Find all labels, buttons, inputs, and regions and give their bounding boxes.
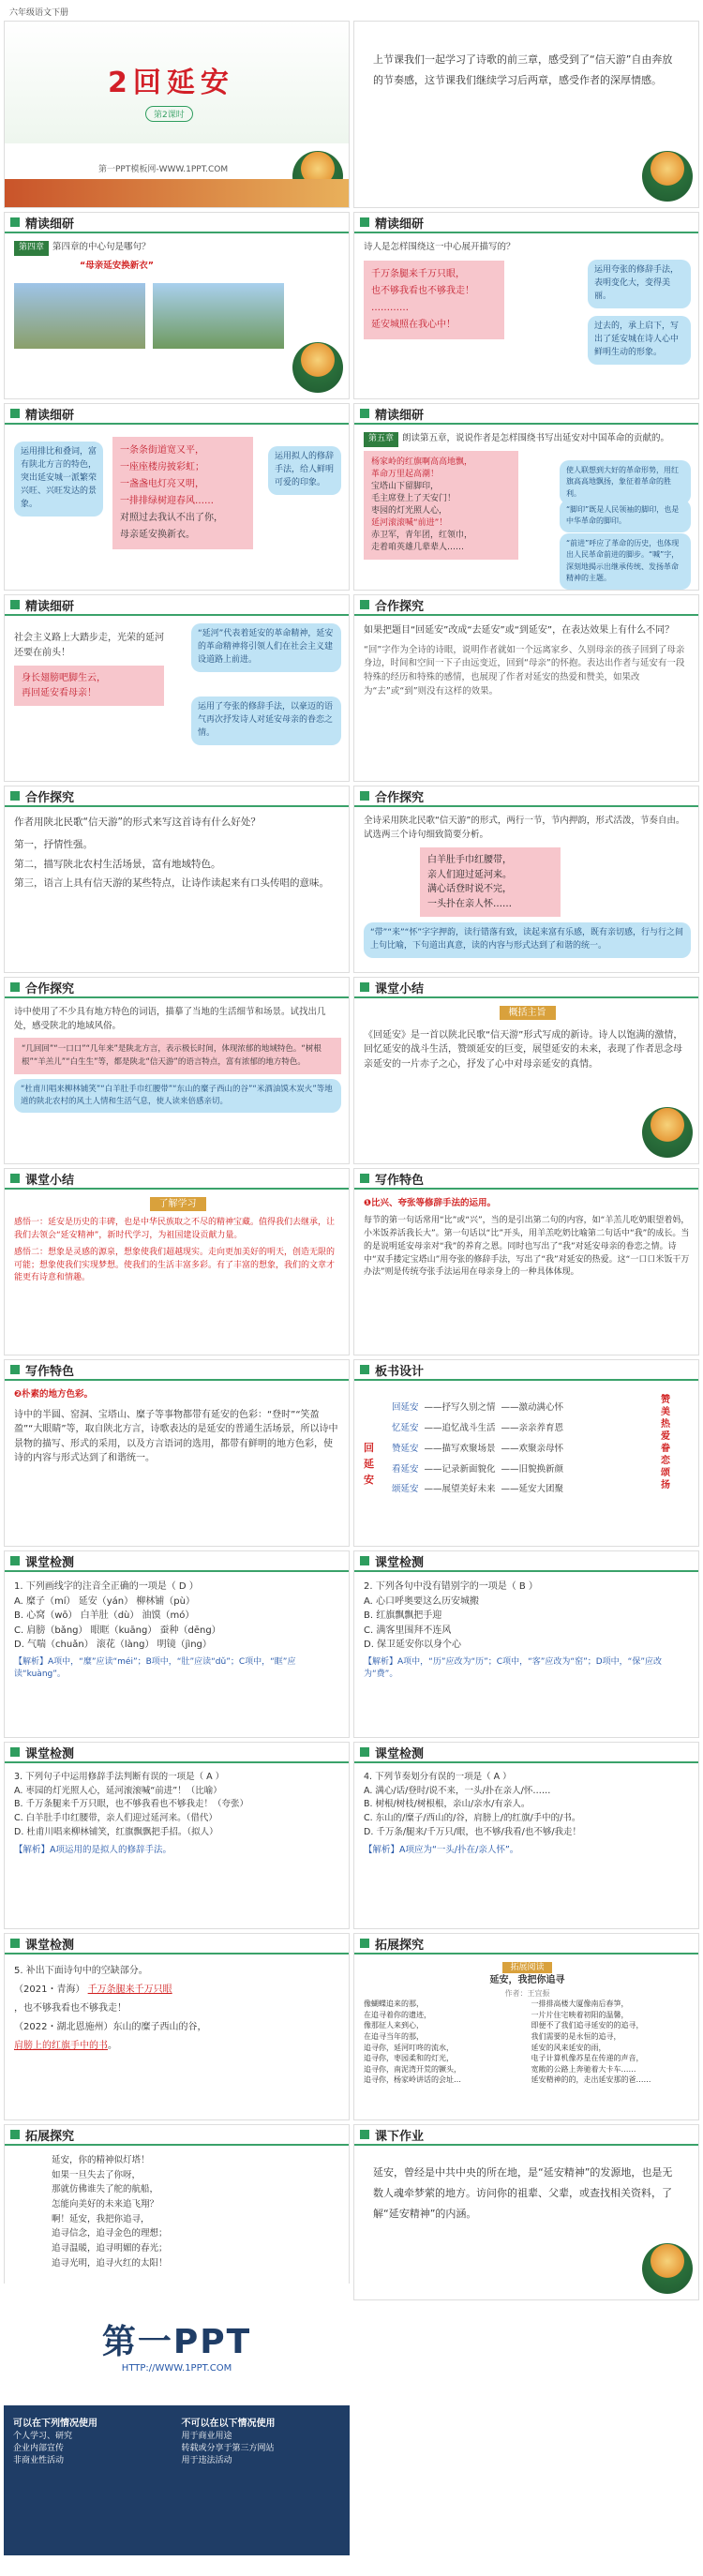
- lesson-subtitle: 第2课时: [145, 106, 193, 122]
- question: 3. 下列句子中运用修辞手法判断有误的一项是（ A ）: [14, 1772, 225, 1782]
- slide-test-3[interactable]: [4, 1742, 350, 1929]
- heading-square-icon: [10, 217, 20, 227]
- poem-line: 追寻你，延河叮咚的流水，: [364, 2043, 454, 2052]
- decoration-icon: [292, 342, 343, 393]
- question: 诗中使用了不少具有地方特色的词语，描摹了当地的生活细节和场景。试找出几处，感受陕北的地域风俗。: [14, 1007, 326, 1031]
- slide-summary-2[interactable]: [4, 1168, 350, 1355]
- slide-heading: 课堂检测: [25, 1746, 75, 1761]
- board-row: [392, 1398, 645, 1418]
- option[interactable]: A. 糜子（mí） 延安（yán） 柳林铺（pù）: [14, 1595, 195, 1607]
- poem-line: 追寻信念，追寻金色的理想；: [52, 2228, 168, 2239]
- poem-line: 像那征人来到心，: [364, 2021, 424, 2030]
- slide-test-2[interactable]: [353, 1550, 699, 1738]
- cannot-use-item: 用于违法活动: [181, 2456, 232, 2465]
- heading-square-icon: [360, 1365, 369, 1374]
- source: （2022・湖北恩施州）东山的糜子西山的谷，: [14, 2022, 207, 2032]
- board-cell: ——记录新面貌化: [424, 1463, 496, 1475]
- answer-item: 第一，抒情性强。: [14, 839, 93, 851]
- note-bubble: “前进”呼应了革命的历史，也体现出人民革命前进的脚步。“喊”字，深刻地揭示出继承传统、发扬革命精神的主题。: [560, 533, 691, 590]
- poem-line: 宽敞的公路上奔驰着大卡车……: [531, 2064, 636, 2074]
- board-cell: 看延安: [392, 1463, 419, 1475]
- answer-item: 第三，语言上具有信天游的某些特点，让诗作读起来有口头传唱的意味。: [14, 876, 329, 889]
- note-bubble: 运用了夸张的修辞手法，以豪迈的语气再次抒发诗人对延安母亲的眷恋之情。: [191, 696, 341, 745]
- heading-square-icon: [360, 2130, 369, 2139]
- feature-heading: ❷朴素的地方色彩。: [14, 1389, 94, 1400]
- heading-square-icon: [360, 1174, 369, 1183]
- poem-line: 毛主席登上了天安门！: [371, 494, 456, 504]
- note-bubble: 过去的，承上启下，写出了延安城在诗人心中鲜明生动的形象。: [588, 316, 691, 365]
- poem-line: 啊！延安，我把你追寻，: [52, 2213, 150, 2224]
- note-bubble: 运用夸张的修辞手法，表明变化大，变得美丽。: [588, 260, 691, 308]
- poem-text: 社会主义路上大踏步走，光荣的延河还要在前头！: [14, 633, 164, 658]
- heading-square-icon: [10, 409, 20, 418]
- board-cell: ——亲亲养育恩: [501, 1422, 564, 1433]
- board-cell: 回延安: [392, 1402, 419, 1413]
- poem-line: 追寻你，南泥湾开荒的镢头，: [364, 2064, 461, 2074]
- poem-line: 身长翅膀吧脚生云，: [22, 673, 106, 683]
- slide-summary-1[interactable]: [353, 977, 699, 1164]
- board-cell: ——旧貌换新颜: [501, 1463, 564, 1475]
- poem-line: 在追寻当年的那，: [364, 2031, 424, 2041]
- note-bubble: 运用排比和叠词，富有陕北方言的特色，突出延安城一派繁荣兴旺、兴旺发达的景象。: [14, 442, 103, 517]
- fill-answer: 肩膀上的红旗手中的书: [14, 2041, 108, 2051]
- can-use-item: 非商业性活动: [13, 2456, 65, 2465]
- heading-square-icon: [360, 600, 369, 609]
- poem-line: 追寻温暖，追寻明媚的春光；: [52, 2243, 168, 2254]
- heading-square-icon: [360, 217, 369, 227]
- question: 2. 下列各句中没有错别字的一项是（ B ）: [364, 1581, 538, 1592]
- slide-heading: 板书设计: [375, 1364, 425, 1379]
- poem-line: 即便不了我们追寻延安的的追寻，: [531, 2021, 644, 2030]
- question: 5. 补出下面诗句中的空缺部分。: [14, 1966, 148, 1976]
- cannot-use-item: 用于商业用途: [181, 2432, 232, 2441]
- answer: “回”字作为全诗的诗眼，说明作者就如一个远离家乡、久别母亲的孩子回到了母亲身边，时间和空间一下子由远变近，回到“母亲”的怀抱。表达出作者与延安有一段特殊的经历和特殊的感情，也展现了作者对延安的热爱和赞美，如果改为“去”或“到”则没有这样的效果。: [364, 644, 685, 696]
- heading-square-icon: [10, 1556, 20, 1565]
- option[interactable]: A. 枣园的灯光照人心，延河滚滚喊“前进”！（比喻）: [14, 1785, 222, 1796]
- explanation: 【解析】A项应为“一头/扑在/亲人怀”。: [364, 1844, 519, 1855]
- intro: 全诗采用陕北民歌“信天游”的形式，两行一节，节内押韵，形式活泼，节奏自由。试选两三个诗句细致简要分析。: [364, 816, 685, 840]
- board-center: 回延安: [364, 1442, 374, 1487]
- poem-line: 一条条街道宽又平，: [120, 445, 204, 456]
- option[interactable]: A. 满心/话/登时/说不来，一头/扑在亲人/怀……: [364, 1785, 551, 1796]
- option[interactable]: D. 千万条/腿来/千万只/眼，也不够/我看/也不够/我走！: [364, 1826, 582, 1837]
- answer-item: 第二，描写陕北农村生活场景，富有地域特色。: [14, 858, 221, 870]
- poem-line: 母亲延安换新衣。: [120, 530, 195, 540]
- poem-line: 白羊肚手巾红腰带，: [427, 855, 512, 866]
- board-cell: 颂延安: [392, 1484, 419, 1495]
- poem-line: 延安的风来延安的雨，: [531, 2043, 606, 2052]
- line-rest: 。: [108, 2041, 117, 2051]
- slide-heading: 精读细研: [25, 217, 75, 232]
- poem-line: 延河滚滚喊“前进”！: [371, 518, 448, 529]
- answer: “母亲延安换新衣”: [80, 260, 154, 271]
- heading-square-icon: [360, 1939, 369, 1948]
- can-use-title: 可以在下列情况使用: [13, 2419, 97, 2429]
- poem-line: …………: [371, 302, 409, 313]
- poem-line: 走着咱英雄几辈辈人……: [371, 543, 465, 553]
- poem-line: 电子计算机像苏星在传递的声音，: [531, 2054, 644, 2063]
- explanation: 【解析】A项中，“糜”应读“méi”；B项中，“肚”应读“dǔ”；C项中，“眶”应读“kuàng”。: [14, 1656, 296, 1680]
- note-bubble: “脚印”既是人民领袖的脚印，也是中华革命的脚印。: [560, 500, 691, 532]
- board-cell: ——欢聚亲母怀: [501, 1443, 564, 1454]
- source: （2021・青海）: [14, 1984, 85, 1995]
- poem-line: 一盏盏电灯亮又明，: [120, 479, 204, 489]
- slide-heading: 写作特色: [25, 1364, 75, 1379]
- slide-reading-1[interactable]: [4, 212, 350, 399]
- slide-explore-1[interactable]: [353, 594, 699, 782]
- poem-line: 一排排高楼大厦像南后春笋，: [531, 1999, 629, 2009]
- option[interactable]: C. 东山的/糜子/西山的/谷，肩膀上/的红旗/手中的/书。: [364, 1813, 581, 1824]
- option[interactable]: D. 保卫延安你以身个心: [364, 1640, 462, 1650]
- poem-line: 追寻你，枣园柔和的灯光，: [364, 2054, 454, 2063]
- site-label: 第一PPT模板网-WWW.1PPT.COM: [98, 165, 229, 174]
- line-rest: ，也不够我看也不够我走！: [14, 2003, 127, 2014]
- poem-line: 我们需要的是永恒的追寻，: [531, 2031, 621, 2041]
- heading-square-icon: [360, 409, 369, 418]
- slide-test-5[interactable]: [4, 1933, 350, 2120]
- slide-explore-2[interactable]: [4, 786, 350, 973]
- poem-line: 追寻你，杨家岭讲话的会址…: [364, 2075, 461, 2085]
- poem-line: 对照过去我认不出了你，: [120, 513, 223, 523]
- summary-badge: 了解学习: [150, 1197, 206, 1211]
- poem-line: 杨家岭的红旗啊高高地飘，: [371, 457, 473, 467]
- note-bubble: 运用拟人的修辞手法，给人鲜明可爱的印象。: [268, 446, 341, 495]
- slide-reading-4[interactable]: [353, 403, 699, 591]
- slide-title[interactable]: [4, 21, 350, 208]
- chapter-tag: 第四章: [14, 241, 49, 256]
- can-use-item: 个人学习、研究: [13, 2432, 73, 2441]
- heading-square-icon: [10, 791, 20, 801]
- board-cell: ——延安大团聚: [501, 1484, 564, 1495]
- slide-heading: 课堂小结: [375, 981, 425, 996]
- insight: 感悟一：延安是历史的丰碑，也是中华民族取之不尽的精神宝藏。值得我们去继承，让我们去领会“延安精神”，新时代学习，为祖国建设贡献力量。: [14, 1217, 336, 1240]
- heading-square-icon: [360, 1556, 369, 1565]
- decoration-icon: [642, 1107, 693, 1158]
- poem-line: 一头扑在亲人怀……: [427, 898, 512, 909]
- board-cell: ——抒写久别之情: [424, 1402, 496, 1413]
- question: 4. 下列节奏划分有误的一项是（ A ）: [364, 1772, 512, 1782]
- poem-line: 如果一旦失去了你呀，: [52, 2169, 142, 2180]
- license-panel: [4, 2284, 350, 2555]
- summary-badge: 概括主旨: [500, 1006, 556, 1020]
- slide-extend-1[interactable]: [353, 1933, 699, 2120]
- board-cell: ——展望美好未来: [424, 1484, 496, 1495]
- note-bubble: “带”“来”“怀”字字押韵，读行错落有致，读起来富有乐感，既有亲切感，行与行之间上句比喻，下句道出真意，读的内容与形式达到了和谐的统一。: [364, 922, 691, 958]
- decoration-icon: [642, 151, 693, 202]
- heading-square-icon: [10, 1939, 20, 1948]
- poem-line: 那就仿佛谁失了舵的航船，: [52, 2184, 159, 2195]
- poem-title: 延安，我把你追寻: [489, 1975, 565, 1986]
- slide-heading: 写作特色: [375, 1173, 425, 1188]
- slide-heading: 课堂检测: [25, 1938, 75, 1953]
- slide-test-4[interactable]: [353, 1742, 699, 1929]
- question: 如果把题目“回延安”改成“去延安”或“到延安”，在表达效果上有什么不同？: [364, 625, 675, 636]
- slide-heading: 精读细研: [25, 408, 75, 423]
- slide-heading: 课堂检测: [375, 1746, 425, 1761]
- slide-board[interactable]: [353, 1359, 699, 1547]
- intro-text: 上节课我们一起学习了诗歌的前三章，感受到了“信天游”自由奔放的节奏感，这节课我们继续学习后两章，感受作者的深厚情感。: [373, 53, 673, 86]
- feature-text: 每节的第一句话常用“比”或“兴”，当的是引出第二句的内容，如“羊羔儿吃奶眼望着妈，小米饭养活我长大”。第一句话以“比”开头，用羊羔吃奶比喻第二句话中“我”的成长。当的是说明延安母亲对“我”的养育之恩。同时也写出了“我”对延安母亲的眷恋之情。诗中“双手搂定宝塔山”用夸张的修辞手法，写出了“我”对延安的热爱。这“一口口米饭干万办法”则是传统夸张手法运用在母亲身上的一种具体体现。: [364, 1215, 690, 1278]
- insight: 感悟二：想象是灵感的源泉，想象使我们超越现实。走向更加美好的明天，创造无限的可能；想象使我们实现梦想。使我们的生活丰富多彩。有了丰富的想象，我们的文章才能更有诗意和情趣。: [14, 1247, 336, 1283]
- slide-heading: 拓展探究: [25, 2129, 75, 2144]
- lesson-title: 2回延安: [108, 67, 234, 99]
- option[interactable]: B. 千万条腿来千万只眼，也不够我看也不够我走！（夸张）: [14, 1799, 249, 1810]
- feature-text: 诗中的半圆、窑洞、宝塔山、糜子等事物都带有延安的色彩：“登时”“笑盈盈”“大眼睛”等，取自陕北方言，诗歌表达的是延安的普通生活场景，所以诗中景物的描写、形式的采用，以及方言语词的选用，都带有鲜明的地方色彩，使诗的内容与形式达到了和谐统一。: [14, 1409, 338, 1464]
- slide-heading: 合作探究: [25, 981, 75, 996]
- poem-line: 满心话登时说不完，: [427, 884, 512, 895]
- board-row: [392, 1439, 645, 1460]
- heading-square-icon: [360, 1747, 369, 1757]
- heading-square-icon: [10, 2130, 20, 2139]
- slide-explore-3[interactable]: [353, 786, 699, 973]
- chapter-tag: 第五章: [364, 432, 398, 447]
- slide-heading: 合作探究: [375, 599, 425, 614]
- board-cell: ——追忆战斗生活: [424, 1422, 496, 1433]
- poem-line: 千万条腿来千万只眼，: [371, 268, 465, 279]
- heading-square-icon: [10, 1747, 20, 1757]
- slide-reading-5[interactable]: [4, 594, 350, 782]
- poem-line: 像蝴蝶追来的那，: [364, 1999, 424, 2009]
- board-cell: ——激动满心怀: [501, 1402, 564, 1413]
- reading-badge: 拓展阅读: [502, 1962, 551, 1973]
- note-bubble: 使人联想到大好的革命形势，用红旗高高地飘扬，象征着革命的胜利。: [560, 460, 691, 504]
- board-row: [392, 1460, 645, 1480]
- heading-square-icon: [10, 982, 20, 992]
- fill-answer: 千万条腿来千万只眼: [87, 1984, 172, 1995]
- answer-block: “几回回”“一口口”“几年来”是陕北方言，表示极长时间，体现浓郁的地域特色。“树根根”“羊羔儿”“白生生”等，都是陕北“信天游”的语言特点，富有浓郁的地方特色。: [14, 1038, 341, 1073]
- poem-line: 追寻光明，追寻火红的太阳！: [52, 2257, 168, 2269]
- poem-line: 延安，你的精神似灯塔！: [52, 2155, 150, 2165]
- slide-heading: 合作探究: [25, 790, 75, 805]
- can-use-item: 企业内部宣传: [13, 2444, 65, 2453]
- option[interactable]: A. 心口呼奥要这么历安城搬: [364, 1595, 480, 1607]
- note-bubble: “延河”代表着延安的革命精神，延安的革命精神将引领人们在社会主义建设道路上前进。: [191, 623, 341, 672]
- slide-heading: 精读细研: [375, 408, 425, 423]
- poem-line: 一片片住宅映着初阳的温馨，: [531, 2010, 629, 2019]
- question: 1. 下列画线字的注音全正确的一项是（ D ）: [14, 1581, 199, 1592]
- option[interactable]: B. 树根/树枝/树根根，亲山/亲水/有亲人。: [364, 1799, 531, 1810]
- cannot-use-title: 不可以在以下情况使用: [181, 2419, 276, 2429]
- slide-writing-1[interactable]: [353, 1168, 699, 1355]
- poem-line: 在追寻着你的遗迹，: [364, 2010, 431, 2019]
- board-cell: ——描写欢聚场景: [424, 1443, 496, 1454]
- brand-logo: 第一PPT: [101, 2323, 252, 2361]
- grade-label: 六年级语文下册: [9, 8, 69, 18]
- poem-line: 枣园的灯光照人心，: [371, 506, 448, 517]
- question: 作者用陕北民歌“信天游”的形式来写这首诗有什么好处？: [14, 816, 261, 828]
- slide-heading: 精读细研: [375, 217, 425, 232]
- option[interactable]: C. 肩膀（bǎng） 眼眶（kuāng） 蚕种（dēng）: [14, 1625, 221, 1636]
- slide-homework[interactable]: [353, 2124, 699, 2300]
- poem-line: 再回延安看母亲！: [22, 687, 97, 698]
- slide-heading: 课堂检测: [375, 1555, 425, 1570]
- summary-text: 《回延安》是一首以陕北民歌“信天游”形式写成的新诗。诗人以饱满的激情，回忆延安的战斗生活，赞颂延安的巨变，展望延安的未来，表现了作者思念母亲延安的一片赤子之心，抒发了心中对母亲延安的真情。: [364, 1029, 683, 1070]
- board-cell: 忆延安: [392, 1422, 419, 1433]
- board-cell: 赞延安: [392, 1443, 419, 1454]
- board-row: [392, 1418, 645, 1439]
- photo-city: [14, 283, 145, 349]
- brand-url[interactable]: HTTP://WWW.1PPT.COM: [121, 2363, 232, 2374]
- slide-explore-4[interactable]: [4, 977, 350, 1164]
- slide-reading-3[interactable]: [4, 403, 350, 591]
- board-rows: [392, 1398, 645, 1500]
- option[interactable]: D. 气喘（chuǎn） 滚花（làng） 明镜（jìng）: [14, 1640, 212, 1650]
- slide-extend-2[interactable]: [4, 2124, 350, 2300]
- poem-author: 作者：王宜振: [504, 1988, 550, 1998]
- poem-line: 延安精神的的，走出延安那的爸……: [531, 2075, 651, 2085]
- slide-reading-2[interactable]: [353, 212, 699, 399]
- feature-heading: ❶比兴、夸张等修辞手法的运用。: [364, 1198, 497, 1208]
- heading-square-icon: [10, 1174, 20, 1183]
- slide-heading: 精读细研: [25, 599, 75, 614]
- slide-intro[interactable]: [353, 21, 699, 208]
- option[interactable]: B. 红旗飘飘把手迎: [364, 1610, 442, 1621]
- option[interactable]: D. 杜甫川唱来柳林铺笑，红旗飘飘把手招。（拟人）: [14, 1826, 218, 1837]
- poem-line: 延安城照在我心中！: [371, 319, 456, 330]
- question: 诗人是怎样围绕这一中心展开描写的？: [364, 242, 516, 252]
- poem-line: 赤卫军，青年团，红领巾，: [371, 531, 473, 541]
- heading-square-icon: [360, 791, 369, 801]
- poem-line: 一座座楼房披彩虹；: [120, 462, 204, 472]
- poem-line: 亲人们迎过延河来。: [427, 869, 512, 880]
- board-side: 赞美 热爱 眷恋 颂扬: [661, 1395, 670, 1490]
- cannot-use-item: 转载或分享于第三方网站: [181, 2444, 275, 2453]
- answer-block: “杜甫川唱来柳林铺笑”“白羊肚手巾红腰带”“东山的糜子西山的谷”“米酒油馍木炭火”等地道的陕北农村的风土人情和生活气息，使人读来倍感亲切。: [14, 1079, 341, 1113]
- question: 朗读第五章，说说作者是怎样围绕书写出延安对中国革命的贡献的。: [402, 433, 670, 443]
- slide-heading: 拓展探究: [375, 1938, 425, 1953]
- explanation: 【解析】A项运用的是拟人的修辞手法。: [14, 1844, 172, 1855]
- poem-line: 怎能向美好的未来追飞翔？: [52, 2199, 159, 2210]
- heading-square-icon: [10, 600, 20, 609]
- slide-writing-2[interactable]: [4, 1359, 350, 1547]
- homework-text: 延安，曾经是中共中央的所在地，是“延安精神”的发源地，也是无数人魂牵梦萦的地方。访问你的祖辈、父辈，或查找相关资料，了解“延安精神”的内涵。: [373, 2166, 673, 2220]
- poem-line: 也不够我看也不够我走！: [371, 285, 474, 296]
- slide-heading: 课下作业: [375, 2129, 425, 2144]
- option[interactable]: B. 心窝（wō） 白羊肚（dù） 油馍（mó）: [14, 1610, 195, 1621]
- slide-heading: 课堂检测: [25, 1555, 75, 1570]
- slide-heading: 课堂小结: [25, 1173, 75, 1188]
- question: 第四章的中心句是哪句？: [52, 242, 151, 252]
- decoration-icon: [642, 2243, 693, 2294]
- photo-pagoda: [153, 283, 284, 349]
- slide-test-1[interactable]: [4, 1550, 350, 1738]
- poem-line: 宝塔山下留脚印，: [371, 482, 440, 492]
- option[interactable]: C. 白羊肚手巾红腰带，亲人们迎过延河来。（借代）: [14, 1813, 217, 1824]
- option[interactable]: C. 满客里围拜不连风: [364, 1625, 452, 1636]
- slide-heading: 合作探究: [375, 790, 425, 805]
- heading-square-icon: [360, 982, 369, 992]
- heading-square-icon: [10, 1365, 20, 1374]
- explanation: 【解析】A项中，“历”应改为“历”；C项中，“客”应改为“窑”；D项中，“保”应改为“费”。: [364, 1656, 662, 1680]
- poem-line: 革命万里起高潮！: [371, 469, 440, 479]
- poem-line: 一排排绿树迎春风……: [120, 496, 214, 506]
- board-row: [392, 1479, 645, 1500]
